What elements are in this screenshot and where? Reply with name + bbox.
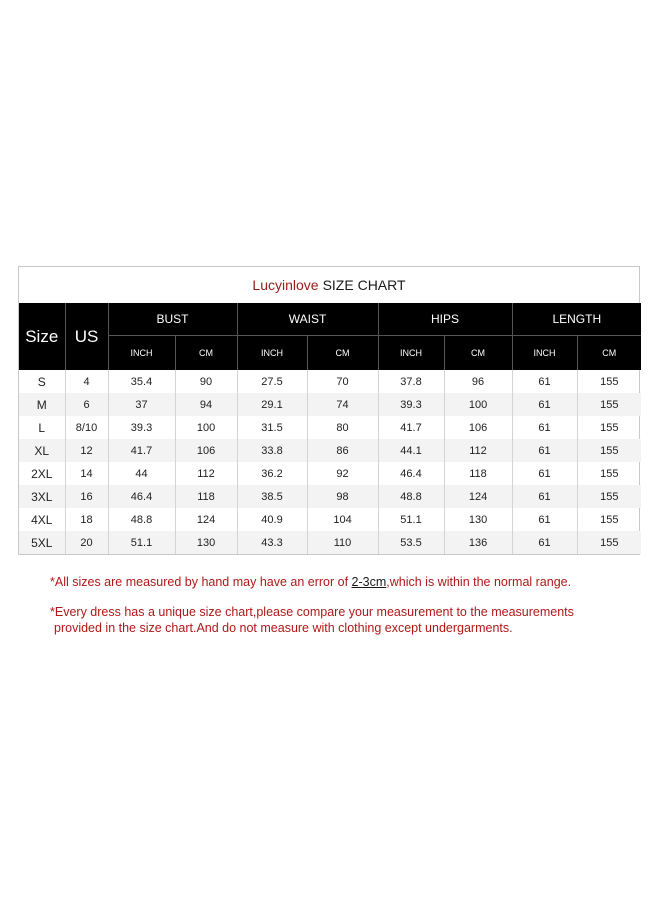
measurement-cell: 44.1 [378, 439, 444, 462]
measurement-cell: 41.7 [108, 439, 175, 462]
measurement-cell: 96 [444, 370, 512, 393]
measurement-cell: 46.4 [378, 462, 444, 485]
measurement-cell: 51.1 [378, 508, 444, 531]
size-cell: M [19, 393, 65, 416]
header-bust: BUST [108, 303, 237, 335]
header-us: US [65, 303, 108, 370]
unit-header: INCH [512, 335, 577, 370]
measurement-cell: 37 [108, 393, 175, 416]
size-cell: XL [19, 439, 65, 462]
measurement-cell: 106 [444, 416, 512, 439]
size-cell: 3XL [19, 485, 65, 508]
unit-header: INCH [108, 335, 175, 370]
note2-line2: provided in the size chart.And do not measure with clothing except undergarments. [54, 621, 513, 635]
measurement-cell: 155 [600, 513, 619, 526]
measurement-cell: 74 [307, 393, 378, 416]
note1-text: *All sizes are measured by hand may have an error of [50, 575, 352, 589]
size-table [19, 303, 641, 554]
measurement-cell: 112 [175, 462, 237, 485]
size-cell: 4XL [19, 508, 65, 531]
note-measurement-error [50, 574, 640, 590]
measurement-cell: 61 [512, 485, 577, 508]
header-size: Size [19, 303, 65, 370]
measurement-cell: 39.3 [378, 393, 444, 416]
brand-name: Lucyinlove [252, 277, 319, 293]
measurement-cell: 80 [307, 416, 378, 439]
measurement-cell: 130 [175, 531, 237, 554]
measurement-cell: 124 [175, 508, 237, 531]
us-size-cell: 16 [65, 485, 108, 508]
size-cell: S [19, 370, 65, 393]
measurement-cell: 44 [108, 462, 175, 485]
measurement-cell: 118 [444, 462, 512, 485]
measurement-cell: 33.8 [237, 439, 307, 462]
measurement-cell: 106 [175, 439, 237, 462]
chart-title-text: SIZE CHART [322, 277, 406, 293]
measurement-cell: 104 [307, 508, 378, 531]
measurement-cell: 110 [307, 531, 378, 554]
measurement-cell: 39.3 [108, 416, 175, 439]
measurement-cell: 43.3 [237, 531, 307, 554]
table-row [19, 370, 641, 393]
measurement-cell: 46.4 [108, 485, 175, 508]
measurement-cell: 29.1 [237, 393, 307, 416]
measurement-cell: 130 [444, 508, 512, 531]
measurement-cell: 35.4 [108, 370, 175, 393]
measurement-cell: 112 [444, 439, 512, 462]
measurement-cell: 61 [512, 531, 577, 554]
measurement-cell: 98 [307, 485, 378, 508]
measurement-cell: 38.5 [237, 485, 307, 508]
measurement-cell: 70 [307, 370, 378, 393]
measurement-cell: 61 [512, 416, 577, 439]
us-size-cell: 4 [65, 370, 108, 393]
table-row [19, 531, 641, 554]
measurement-cell: 53.5 [378, 531, 444, 554]
us-size-cell: 8/10 [65, 416, 108, 439]
measurement-cell: 155 [600, 467, 619, 480]
size-cell: 2XL [19, 462, 65, 485]
size-cell: 5XL [19, 531, 65, 554]
table-body [19, 370, 641, 554]
measurement-cell: 90 [175, 370, 237, 393]
measurement-cell: 61 [512, 508, 577, 531]
unit-header: INCH [378, 335, 444, 370]
measurement-cell: 41.7 [378, 416, 444, 439]
measurement-cell: 31.5 [237, 416, 307, 439]
measurement-cell: 155 [600, 375, 619, 388]
us-size-cell: 20 [65, 531, 108, 554]
notes [50, 574, 640, 650]
measurement-cell: 36.2 [237, 462, 307, 485]
us-size-cell: 14 [65, 462, 108, 485]
measurement-cell: 51.1 [108, 531, 175, 554]
error-range: 2-3cm [351, 575, 387, 589]
measurement-cell: 48.8 [108, 508, 175, 531]
size-chart [18, 266, 640, 555]
measurement-cell: 61 [512, 439, 577, 462]
table-row [19, 393, 641, 416]
measurement-cell: 124 [444, 485, 512, 508]
header-hips: HIPS [378, 303, 512, 335]
measurement-cell: 86 [307, 439, 378, 462]
note-unique-size-chart [50, 604, 640, 636]
unit-header: INCH [237, 335, 307, 370]
measurement-cell: 155 [577, 439, 641, 462]
measurement-cell: 155 [577, 393, 641, 416]
unit-header: CM [175, 335, 237, 370]
measurement-cell: 155 [600, 421, 619, 434]
measurement-cell: 94 [175, 393, 237, 416]
table-row [19, 508, 641, 531]
header-waist: WAIST [237, 303, 378, 335]
note2-line1: *Every dress has a unique size chart,please compare your measurement to the measurements [50, 605, 574, 619]
measurement-cell: 27.5 [237, 370, 307, 393]
table-row [19, 485, 641, 508]
chart-title [19, 267, 639, 303]
unit-header: CM [307, 335, 378, 370]
measurement-cell: 48.8 [378, 485, 444, 508]
measurement-cell: 100 [444, 393, 512, 416]
measurement-cell: 136 [444, 531, 512, 554]
measurement-cell: 61 [512, 462, 577, 485]
unit-header: CM [577, 335, 641, 370]
unit-header: CM [444, 335, 512, 370]
measurement-cell: 61 [512, 370, 577, 393]
measurement-cell: 92 [307, 462, 378, 485]
unit-header-row [19, 335, 641, 370]
us-size-cell: 12 [65, 439, 108, 462]
header-length: LENGTH [512, 303, 641, 335]
size-cell: L [19, 416, 65, 439]
table-row [19, 416, 641, 439]
measurement-cell: 155 [577, 531, 641, 554]
measurement-cell: 37.8 [378, 370, 444, 393]
note1-text-end: ,which is within the normal range. [386, 575, 572, 589]
table-row [19, 439, 641, 462]
table-row [19, 462, 641, 485]
measurement-cell: 40.9 [237, 508, 307, 531]
measurement-cell: 155 [577, 485, 641, 508]
measurement-cell: 118 [175, 485, 237, 508]
measurement-cell: 61 [512, 393, 577, 416]
us-size-cell: 6 [65, 393, 108, 416]
measurement-cell: 100 [175, 416, 237, 439]
us-size-cell: 18 [65, 508, 108, 531]
